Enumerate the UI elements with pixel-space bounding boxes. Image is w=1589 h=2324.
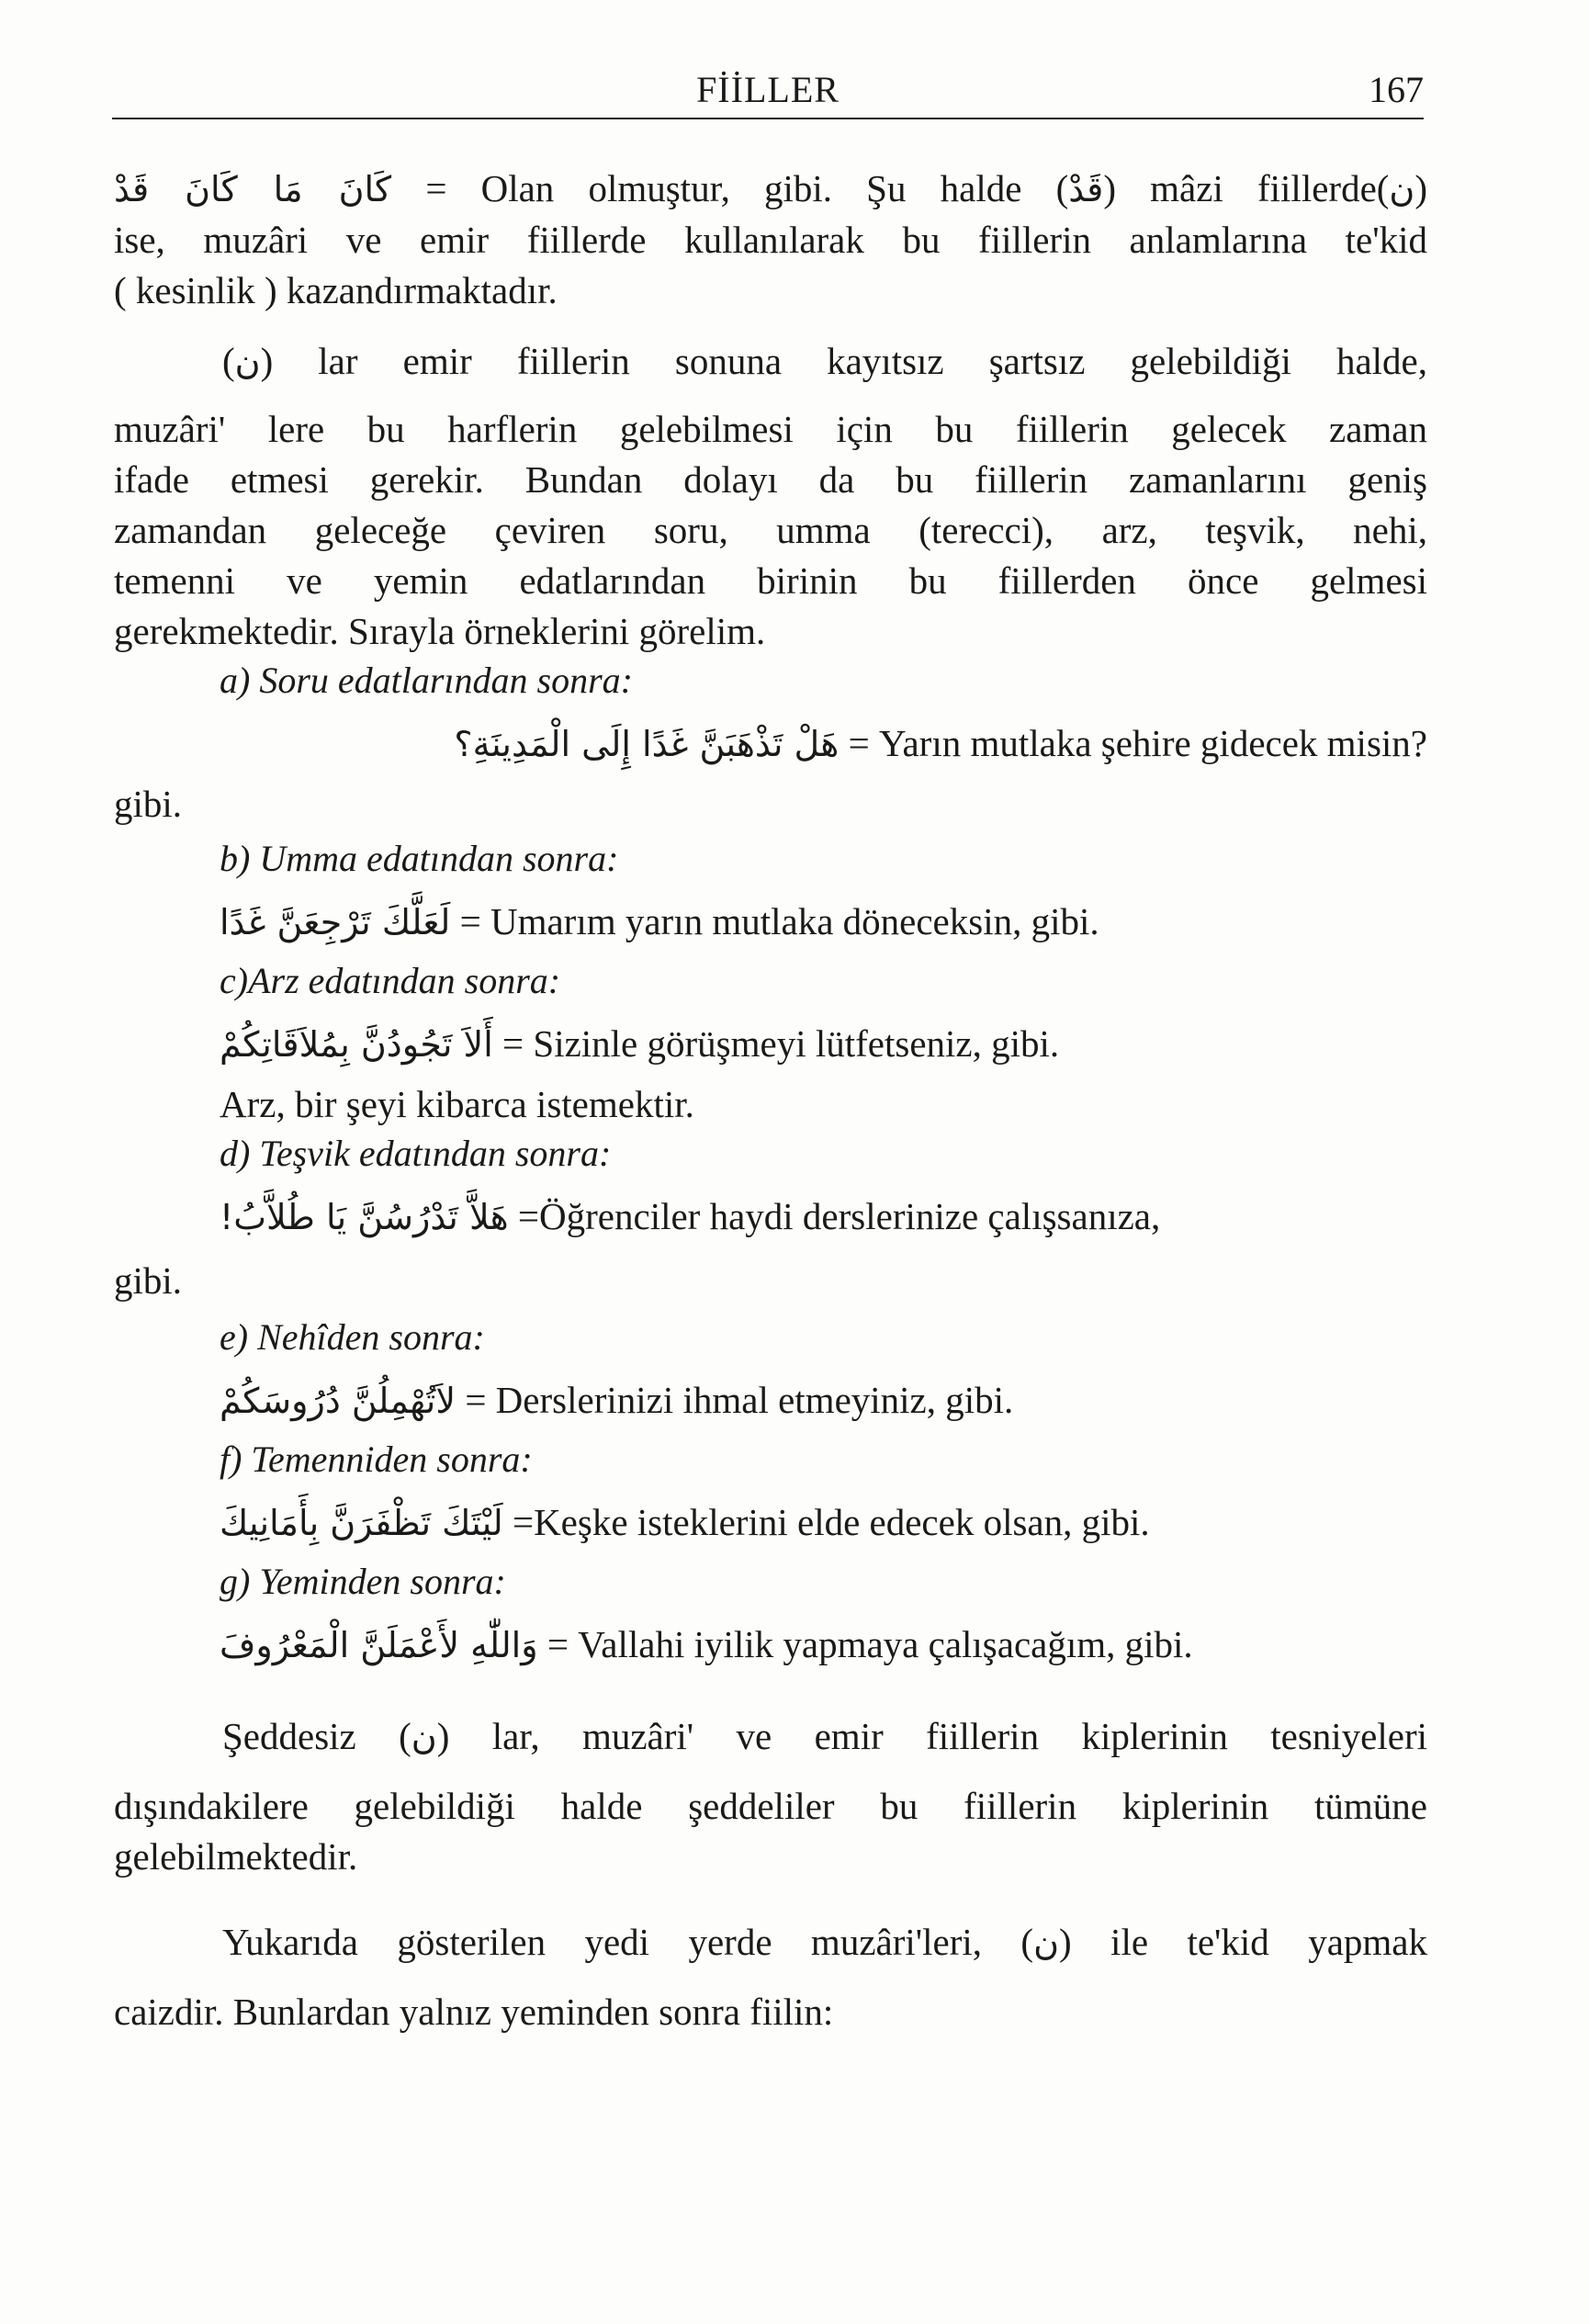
arz-note: Arz, bir şeyi kibarca istemektir. [220,1083,694,1125]
page-number: 167 [1369,69,1424,110]
text: ) lar, muzâri' ve emir fiillerin kiplerinin tesniyeleri [436,1715,1427,1757]
paragraph-2-line-3: ifade etmesi gerekir. Bundan dolayı da bu fiillerin zamanlarını geniş [114,458,1427,501]
text: Yukarıda gösterilen yedi yerde muzâri'leri, ( [222,1921,1034,1963]
example-translation: = Sizinle görüşmeyi lütfetseniz, gibi. [502,1022,1060,1065]
example-heading-c: c)Arz edatından sonra: [220,960,561,1001]
example-heading-b: b) Umma edatından sonra: [220,838,619,879]
arabic-example: لَيْتَكَ تَظْفَرَنَّ بِأَمَانِيكَ [220,1503,503,1543]
arabic-letter: ن [234,342,261,382]
example-translation: =Öğrenciler haydi derslerinize çalışsanıza, [517,1195,1161,1237]
paragraph-2-line-4: zamandan geleceğe çeviren soru, umma (terecci), arz, teşvik, nehi, [114,509,1427,551]
paragraph-3-line-3: gelebilmektedir. [114,1835,358,1878]
text: ( [222,340,235,382]
example-heading-f: f) Temenniden sonra: [220,1438,533,1480]
example-a [114,717,1427,770]
text: ) [1414,167,1427,209]
example-g [220,1619,1427,1671]
paragraph-3-line-2: dışındakilere gelebildiği halde şeddeliler bu fiillerin kiplerinin tümüne [114,1785,1427,1827]
page-header [112,66,1424,119]
arabic-letter: قَدْ [1068,169,1104,209]
text: Şeddesiz ( [222,1715,411,1757]
gibi-label: gibi. [114,1259,183,1302]
paragraph-1-line-3: ( kesinlik ) kazandırmaktadır. [114,269,558,311]
arabic-letter: ن [411,1717,437,1757]
paragraph-2-line-5: temenni ve yemin edatlarından birinin bu fiillerden önce gelmesi [114,559,1427,602]
page-body [114,164,1427,2037]
paragraph-2 [114,336,1427,388]
example-translation: = Umarım yarın mutlaka döneceksin, gibi. [459,900,1099,942]
gibi-label: gibi. [114,783,183,825]
example-translation: = Vallahi iyilik yapmaya çalışacağım, gibi. [547,1623,1193,1665]
arabic-letter: ن [1033,1923,1059,1963]
paragraph-1 [114,164,1427,215]
example-e [220,1374,1427,1427]
arabic-letter: ن [1389,169,1415,209]
example-translation: =Keşke isteklerini elde edecek olsan, gibi. [512,1501,1150,1543]
paragraph-1-line-2: ise, muzâri ve emir fiillerde kullanılarak bu fiillerin anlamlarına te'kid [114,219,1427,261]
paragraph-4-line-2: caizdir. Bunlardan yalnız yeminden sonra fiilin: [114,1991,834,2033]
example-f [220,1496,1427,1549]
running-title: FİİLLER [696,69,840,110]
example-heading-a: a) Soru edatlarından sonra: [220,660,633,701]
paragraph-4 [114,1917,1427,1969]
example-d [220,1190,1427,1243]
arabic-phrase: كَانَ مَا كَانَ قَدْ [114,169,392,209]
text: ) mâzi fiillerde( [1103,167,1390,209]
example-b [220,896,1427,948]
paragraph-2-line-6: gerekmektedir. Sırayla örneklerini görelim. [114,610,766,652]
example-translation: = Derslerinizi ihmal etmeyiniz, gibi. [465,1379,1014,1421]
paragraph-3 [114,1711,1427,1763]
paragraph-2-line-2: muzâri' lere bu harflerin gelebilmesi için bu fiillerin gelecek zaman [114,408,1427,450]
example-translation: = Yarın mutlaka şehire gidecek misin? [848,722,1427,764]
text: ) lar emir fiillerin sonuna kayıtsız şartsız gelebildiği halde, [260,340,1427,382]
text: = Olan olmuştur, gibi. Şu halde ( [425,167,1069,209]
example-c [220,1018,1427,1070]
arabic-example: لَعَلَّكَ تَرْجِعَنَّ غَدًا [220,902,451,942]
arabic-example: أَلاَ تَجُودُنَّ بِمُلاَقَاتِكُمْ [220,1024,493,1065]
example-heading-g: g) Yeminden sonra: [220,1561,506,1602]
arabic-example: هَلْ تَذْهَبَنَّ غَدًا إِلَى الْمَدِينَةِ؟ [454,724,840,764]
arabic-example: لاَتُهْمِلُنَّ دُرُوسَكُمْ [220,1381,456,1421]
text: ) ile te'kid yapmak [1059,1921,1427,1963]
example-heading-d: d) Teşvik edatından sonra: [220,1133,612,1174]
arabic-example: هَلاَّ تَدْرُسُنَّ يَا طُلاَّبُ! [220,1197,509,1237]
arabic-example: وَاللّٰهِ لأَعْمَلَنَّ الْمَعْرُوفَ [220,1625,538,1665]
example-heading-e: e) Nehîden sonra: [220,1316,485,1358]
